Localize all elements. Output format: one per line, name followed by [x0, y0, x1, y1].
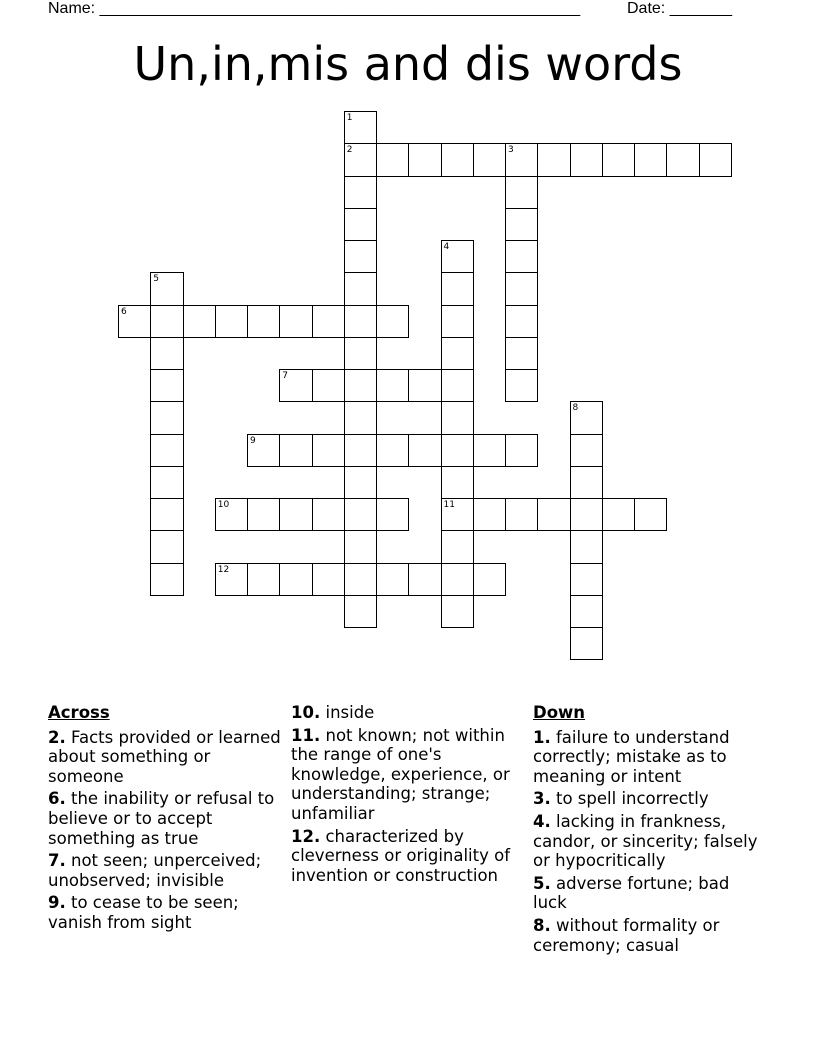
grid-cell[interactable]: [634, 143, 667, 176]
grid-cell[interactable]: [344, 369, 377, 402]
across-heading: Across: [48, 703, 110, 722]
clue-number: 5.: [533, 873, 551, 893]
grid-cell[interactable]: [570, 401, 603, 434]
grid-cell[interactable]: [537, 498, 570, 531]
grid-cell[interactable]: [699, 143, 732, 176]
grid-cell[interactable]: [150, 401, 183, 434]
grid-cell[interactable]: [150, 305, 183, 338]
cell-number: 12: [217, 564, 230, 575]
grid-cell[interactable]: [279, 305, 312, 338]
grid-cell[interactable]: [602, 143, 635, 176]
clue-number: 4.: [533, 811, 551, 831]
grid-cell[interactable]: [570, 466, 603, 499]
grid-cell[interactable]: [634, 498, 667, 531]
grid-cell[interactable]: [344, 305, 377, 338]
grid-cell[interactable]: [344, 563, 377, 596]
grid-cell[interactable]: [570, 563, 603, 596]
grid-cell[interactable]: [312, 563, 345, 596]
grid-cell[interactable]: [279, 434, 312, 467]
clue-text: to spell incorrectly: [556, 789, 709, 809]
grid-cell[interactable]: [505, 498, 538, 531]
grid-cell[interactable]: [505, 337, 538, 370]
clue-number: 11.: [291, 725, 321, 745]
grid-cell[interactable]: [473, 563, 506, 596]
across-clues-column-continued: [291, 703, 519, 888]
down-clue: [533, 812, 768, 871]
grid-cell[interactable]: [376, 563, 409, 596]
name-field-label: Name: ______________________________________________________: [48, 0, 581, 17]
grid-cell[interactable]: [408, 143, 441, 176]
cell-number: 5: [153, 274, 159, 285]
grid-cell[interactable]: [150, 498, 183, 531]
grid-cell[interactable]: [441, 143, 474, 176]
date-field-label: Date: _______: [627, 0, 732, 17]
grid-cell[interactable]: [344, 176, 377, 209]
grid-cell[interactable]: [279, 369, 312, 402]
clue-number: 9.: [48, 893, 66, 913]
grid-cell[interactable]: [570, 595, 603, 628]
cell-number: 10: [217, 500, 230, 510]
grid-cell[interactable]: [312, 434, 345, 467]
grid-cell[interactable]: [441, 563, 474, 596]
grid-cell[interactable]: [279, 498, 312, 531]
cell-number: 2: [346, 145, 353, 156]
clue-text: to cease to be seen; vanish from sight: [48, 893, 239, 932]
clue-number: 8.: [533, 915, 551, 935]
grid-cell[interactable]: [344, 595, 377, 628]
grid-cell[interactable]: [537, 143, 570, 176]
clue-text: the inability or refusal to believe or to accept something as true: [48, 789, 275, 848]
grid-cell[interactable]: [408, 369, 441, 402]
grid-cell[interactable]: [279, 563, 312, 596]
clue-text: failure to understand correctly; mistake as to meaning or intent: [533, 727, 730, 786]
grid-cell[interactable]: [570, 498, 603, 531]
grid-cell[interactable]: [215, 498, 248, 531]
clue-number: 1.: [533, 727, 551, 747]
grid-cell[interactable]: [247, 305, 280, 338]
grid-cell[interactable]: [505, 434, 538, 467]
clue-number: 6.: [48, 789, 66, 809]
cell-number: 8: [572, 403, 579, 414]
grid-cell[interactable]: [312, 305, 345, 338]
grid-cell[interactable]: [602, 498, 635, 531]
grid-cell[interactable]: [150, 434, 183, 467]
grid-cell[interactable]: [312, 498, 345, 531]
grid-cell[interactable]: [570, 434, 603, 467]
grid-cell[interactable]: [441, 466, 474, 499]
grid-cell[interactable]: [473, 498, 506, 531]
grid-cell[interactable]: [312, 369, 345, 402]
down-clue: [533, 789, 768, 809]
across-clue: [48, 728, 283, 787]
grid-cell[interactable]: [150, 337, 183, 370]
grid-cell[interactable]: [376, 434, 409, 467]
grid-cell[interactable]: [150, 563, 183, 596]
grid-cell[interactable]: [150, 369, 183, 402]
grid-cell[interactable]: [570, 530, 603, 563]
grid-cell[interactable]: [344, 272, 377, 305]
grid-cell[interactable]: [473, 434, 506, 467]
down-clues-column: [533, 703, 768, 958]
grid-cell[interactable]: [118, 305, 151, 338]
across-clue: [291, 703, 519, 723]
clue-text: adverse fortune; bad luck: [533, 873, 730, 913]
grid-cell[interactable]: [344, 401, 377, 434]
grid-cell[interactable]: [150, 466, 183, 499]
grid-cell[interactable]: [505, 369, 538, 402]
grid-cell[interactable]: [376, 305, 409, 338]
grid-cell[interactable]: [344, 337, 377, 370]
clue-number: 2.: [48, 727, 66, 747]
across-clue: [48, 893, 283, 932]
grid-cell[interactable]: [150, 272, 183, 305]
across-clue: [48, 851, 283, 890]
across-clue: [48, 789, 283, 848]
down-clue: [533, 728, 768, 787]
grid-cell[interactable]: [344, 111, 377, 144]
grid-cell[interactable]: [441, 530, 474, 563]
grid-cell[interactable]: [441, 498, 474, 531]
clue-text: lacking in frankness, candor, or sincerity; falsely or hypocritically: [533, 811, 758, 871]
cell-number: 7: [282, 371, 288, 381]
clue-number: 10.: [291, 703, 321, 722]
grid-cell[interactable]: [215, 305, 248, 338]
grid-cell[interactable]: [505, 143, 538, 176]
clue-text: not known; not within the range of one's knowledge, experience, or understanding; strange; unfamiliar: [291, 725, 510, 823]
grid-cell[interactable]: [666, 143, 699, 176]
down-clue: [533, 874, 768, 913]
page-title: Un,in,mis and dis words: [133, 37, 683, 91]
cell-number: 1: [346, 113, 353, 123]
clue-text: without formality or ceremony; casual: [533, 915, 720, 955]
grid-cell[interactable]: [441, 434, 474, 467]
grid-cell[interactable]: [505, 272, 538, 305]
clue-text: Facts provided or learned about something or someone: [48, 727, 281, 786]
grid-cell[interactable]: [505, 305, 538, 338]
grid-cell[interactable]: [247, 434, 280, 467]
grid-cell[interactable]: [344, 208, 377, 241]
grid-cell[interactable]: [247, 498, 280, 531]
grid-cell[interactable]: [441, 401, 474, 434]
cell-number: 6: [121, 306, 127, 317]
grid-cell[interactable]: [344, 498, 377, 531]
grid-cell[interactable]: [344, 530, 377, 563]
clue-text: characterized by cleverness or originality of invention or construction: [291, 826, 511, 885]
grid-cell[interactable]: [408, 563, 441, 596]
cell-number: 9: [250, 435, 256, 446]
cell-number: 4: [443, 242, 450, 252]
grid-cell[interactable]: [505, 208, 538, 241]
grid-cell[interactable]: [441, 337, 474, 370]
grid-cell[interactable]: [441, 240, 474, 273]
grid-cell[interactable]: [344, 434, 377, 467]
grid-cell[interactable]: [376, 143, 409, 176]
grid-cell[interactable]: [505, 240, 538, 273]
clue-number: 7.: [48, 851, 66, 871]
grid-cell[interactable]: [570, 627, 603, 660]
grid-cell[interactable]: [376, 498, 409, 531]
clue-text: not seen; unperceived; unobserved; invisible: [48, 851, 262, 890]
grid-cell[interactable]: [344, 240, 377, 273]
cell-number: 11: [443, 500, 455, 510]
grid-cell[interactable]: [441, 369, 474, 402]
across-clues-column: [48, 703, 283, 936]
grid-cell[interactable]: [473, 143, 506, 176]
across-clue: [291, 726, 519, 824]
grid-cell[interactable]: [376, 369, 409, 402]
grid-cell[interactable]: [441, 272, 474, 305]
down-heading: Down: [533, 703, 586, 722]
grid-cell[interactable]: [344, 466, 377, 499]
grid-cell[interactable]: [344, 143, 377, 176]
grid-cell[interactable]: [570, 143, 603, 176]
grid-cell[interactable]: [441, 305, 474, 338]
grid-cell[interactable]: [183, 305, 216, 338]
cell-number: 3: [508, 145, 514, 156]
grid-cell[interactable]: [150, 530, 183, 563]
clue-number: 3.: [533, 789, 551, 809]
grid-cell[interactable]: [215, 563, 248, 596]
grid-cell[interactable]: [505, 176, 538, 209]
grid-cell[interactable]: [441, 595, 474, 628]
grid-cell[interactable]: [408, 434, 441, 467]
down-clue: [533, 916, 768, 955]
across-clue: [291, 827, 519, 886]
clue-number: 12.: [291, 826, 321, 846]
clue-text: inside: [325, 703, 375, 722]
grid-cell[interactable]: [247, 563, 280, 596]
